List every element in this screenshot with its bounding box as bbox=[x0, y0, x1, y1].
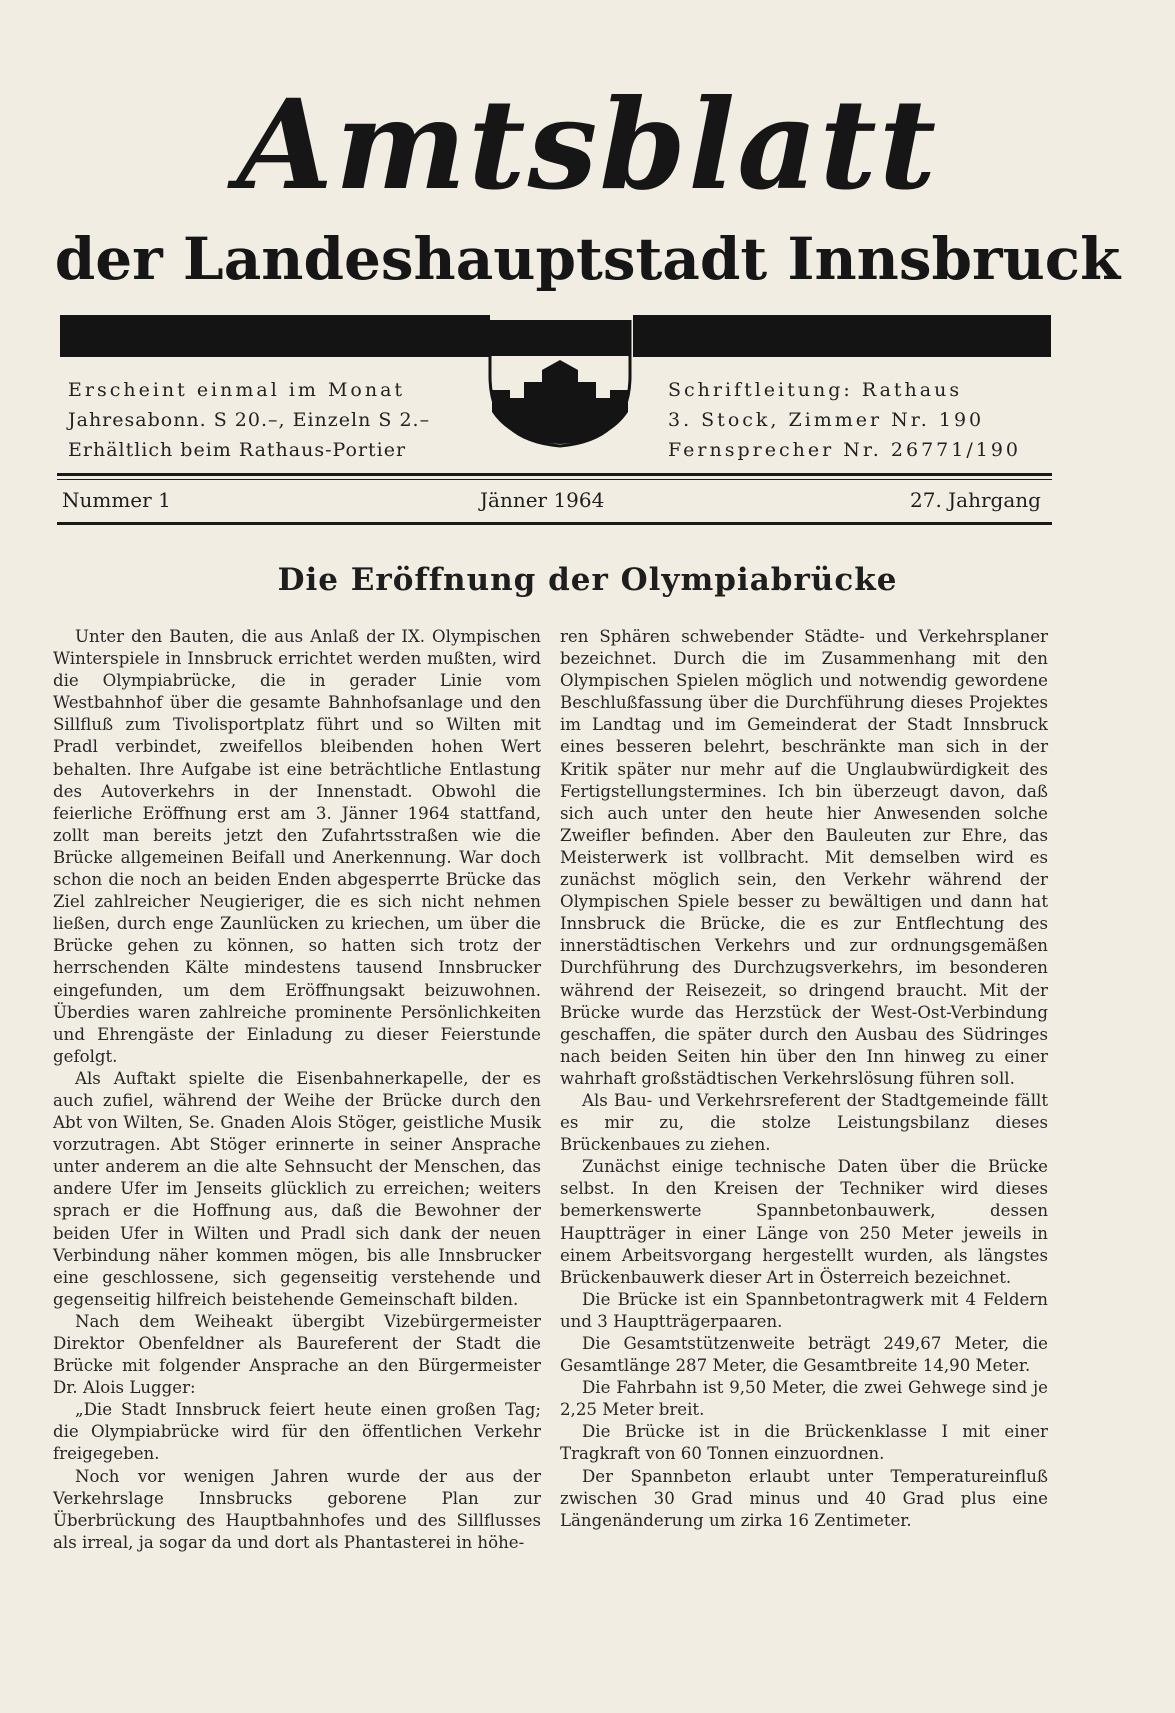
paragraph: Zunächst einige technische Daten über die Brücke selbst. In den Kreisen der Techniker wird dieses bemerkenswerte Spannbetonbauwerk, dessen Hauptträger in einer Länge von 250 Meter jeweils in einem Arbeitsvorgang hergestellt wurden, als längstes Brückenbauwerk dieser Art in Österreich bezeichnet. bbox=[560, 1157, 1048, 1287]
paragraph: Nach dem Weiheakt übergibt Vizebürgermeister Direktor Obenfeldner als Baureferent der Stadt die Brücke mit folgender Ansprache an den Bürgermeister Dr. Alois Lugger: bbox=[53, 1311, 541, 1398]
paragraph: Die Brücke ist in die Brückenklasse I mit einer Tragkraft von 60 Tonnen einzuordnen. bbox=[560, 1422, 1048, 1464]
subscription-info bbox=[68, 375, 430, 465]
info-line: Erscheint einmal im Monat bbox=[68, 379, 406, 401]
issue-date: Jänner 1964 bbox=[480, 488, 605, 512]
masthead-bar-right bbox=[633, 315, 1051, 357]
paragraph: Die Fahrbahn ist 9,50 Meter, die zwei Gehwege sind je 2,25 Meter breit. bbox=[560, 1378, 1048, 1420]
info-line: 3. Stock, Zimmer Nr. 190 bbox=[668, 409, 985, 431]
issue-volume: 27. Jahrgang bbox=[910, 488, 1041, 512]
divider bbox=[57, 479, 1052, 480]
paragraph: Noch vor wenigen Jahren wurde der aus der Verkehrslage Innsbrucks geborene Plan zur Überbrückung des Hauptbahnhofes und des Sillflusses als irreal, ja sogar da und dort als Phantasterei in höhe- bbox=[53, 1466, 541, 1552]
info-line: Fernsprecher Nr. 26771/190 bbox=[668, 439, 1021, 461]
masthead-subtitle: der Landeshauptstadt Innsbruck bbox=[54, 225, 1121, 293]
article-title: Die Eröffnung der Olympiabrücke bbox=[277, 562, 898, 598]
paragraph: Als Auftakt spielte die Eisenbahnerkapelle, der es auch zufiel, während der Weihe der Brücke durch den Abt von Wilten, Se. Gnaden Alois Stöger, geistliche Musik vorzutragen. Abt Stöger erinnerte in seiner Ansprache unter anderem an die alte Sehnsucht der Menschen, das andere Ufer im Jenseits glücklich zu erreichen; weiters sprach er die Hoffnung aus, daß die Bewohner der beiden Ufer in Wilten und Pradl sich dank der neuen Verbindung näher kommen mögen, bis alle Innsbrucker eine geschlossene, sich gegenseitig verstehende und gegenseitig hilfreich beistehende Gemeinschaft bilden. bbox=[53, 1068, 541, 1309]
info-line: Schriftleitung: Rathaus bbox=[668, 379, 963, 401]
issue-number: Nummer 1 bbox=[62, 488, 171, 512]
info-line: Erhältlich beim Rathaus-Portier bbox=[68, 439, 407, 461]
paragraph: Unter den Bauten, die aus Anlaß der IX. Olympischen Winterspiele in Innsbruck errichtet werden mußten, wird die Olympiabrücke, die in gerader Linie vom Westbahnhof über die gesamte Bahnhofsanlage und den Sillfluß zum Tivolisportplatz führt und so Wilten mit Pradl verbindet, zweifellos bleibenden hohen Wert behalten. Ihre Aufgabe ist eine beträchtliche Entlastung des Autoverkehrs in der Innenstadt. Obwohl die feierliche Eröffnung erst am 3. Jänner 1964 stattfand, zollt man bereits jetzt den Zufahrtsstraßen wie die Brücke allgemeinen Beifall und Anerkennung. War doch schon die noch an beiden Enden abgesperrte Brücke das Ziel zahlreicher Neugieriger, die es sich nicht nehmen ließen, durch enge Zaunlücken zu kriechen, um über die Brücke gehen zu können, so hatten sich trotz der herrschenden Kälte mindestens tausend Innsbrucker eingefunden, um dem Eröffnungsakt beizuwohnen. Überdies waren zahlreiche prominente Persönlichkeiten und Ehrengäste der Einladung zu dieser Feierstunde gefolgt. bbox=[53, 627, 541, 1066]
paragraph: Als Bau- und Verkehrsreferent der Stadtgemeinde fällt es mir zu, die stolze Leistungsbilanz dieses Brückenbaues zu ziehen. bbox=[560, 1090, 1048, 1155]
divider bbox=[57, 473, 1052, 476]
article-column-right bbox=[560, 626, 1048, 1532]
article-column-left bbox=[53, 626, 541, 1554]
masthead-title: Amtsblatt bbox=[236, 73, 939, 218]
paragraph: Der Spannbeton erlaubt unter Temperatureinfluß zwischen 30 Grad minus und 40 Grad plus eine Längenänderung um zirka 16 Zentimeter. bbox=[560, 1466, 1048, 1530]
paragraph: „Die Stadt Innsbruck feiert heute einen großen Tag; die Olympiabrücke wird für den öffentlichen Verkehr freigegeben. bbox=[53, 1400, 541, 1464]
divider bbox=[57, 522, 1052, 525]
paragraph: Die Brücke ist ein Spannbetontragwerk mit 4 Feldern und 3 Hauptträgerpaaren. bbox=[560, 1289, 1048, 1331]
info-line: Jahresabonn. S 20.–, Einzeln S 2.– bbox=[68, 409, 431, 431]
editorial-info bbox=[668, 375, 1021, 465]
paragraph: ren Sphären schwebender Städte- und Verkehrsplaner bezeichnet. Durch die im Zusammenhang mit den Olympischen Spielen möglich und notwendig gewordene Beschlußfassung über die Durchführung dieses Projektes im Landtag und im Gemeinderat der Stadt Innsbruck eines besseren belehrt, beschränkte man sich in der Kritik später nur mehr auf die Unglaubwürdigkeit des Fertigstellungstermines. Ich bin überzeugt davon, daß sich auch unter den heute hier Anwesenden solche Zweifler befinden. Aber den Bauleuten zur Ehre, das Meisterwerk ist vollbracht. Mit demselben wird es zunächst möglich sein, den Verkehr während der Olympischen Spiele besser zu bewältigen und dann hat Innsbruck die Brücke, die es zur Entflechtung des innerstädtischen Verkehrs und zur ordnungsgemäßen Durchführung des Durchzugsverkehrs, im besonderen während der Reisezeit, so dringend braucht. Mit der Brücke wurde das Herzstück der West-Ost-Verbindung geschaffen, die später durch den Ausbau des Südringes nach beiden Seiten hin über den Inn hinweg zu einer wahrhaft großstädtischen Verkehrslösung führen soll. bbox=[560, 627, 1048, 1088]
masthead-bar-left bbox=[60, 315, 490, 357]
coat-of-arms-icon bbox=[488, 320, 632, 448]
paragraph: Die Gesamtstützenweite beträgt 249,67 Meter, die Gesamtlänge 287 Meter, die Gesamtbreite 14,90 Meter. bbox=[560, 1334, 1048, 1376]
